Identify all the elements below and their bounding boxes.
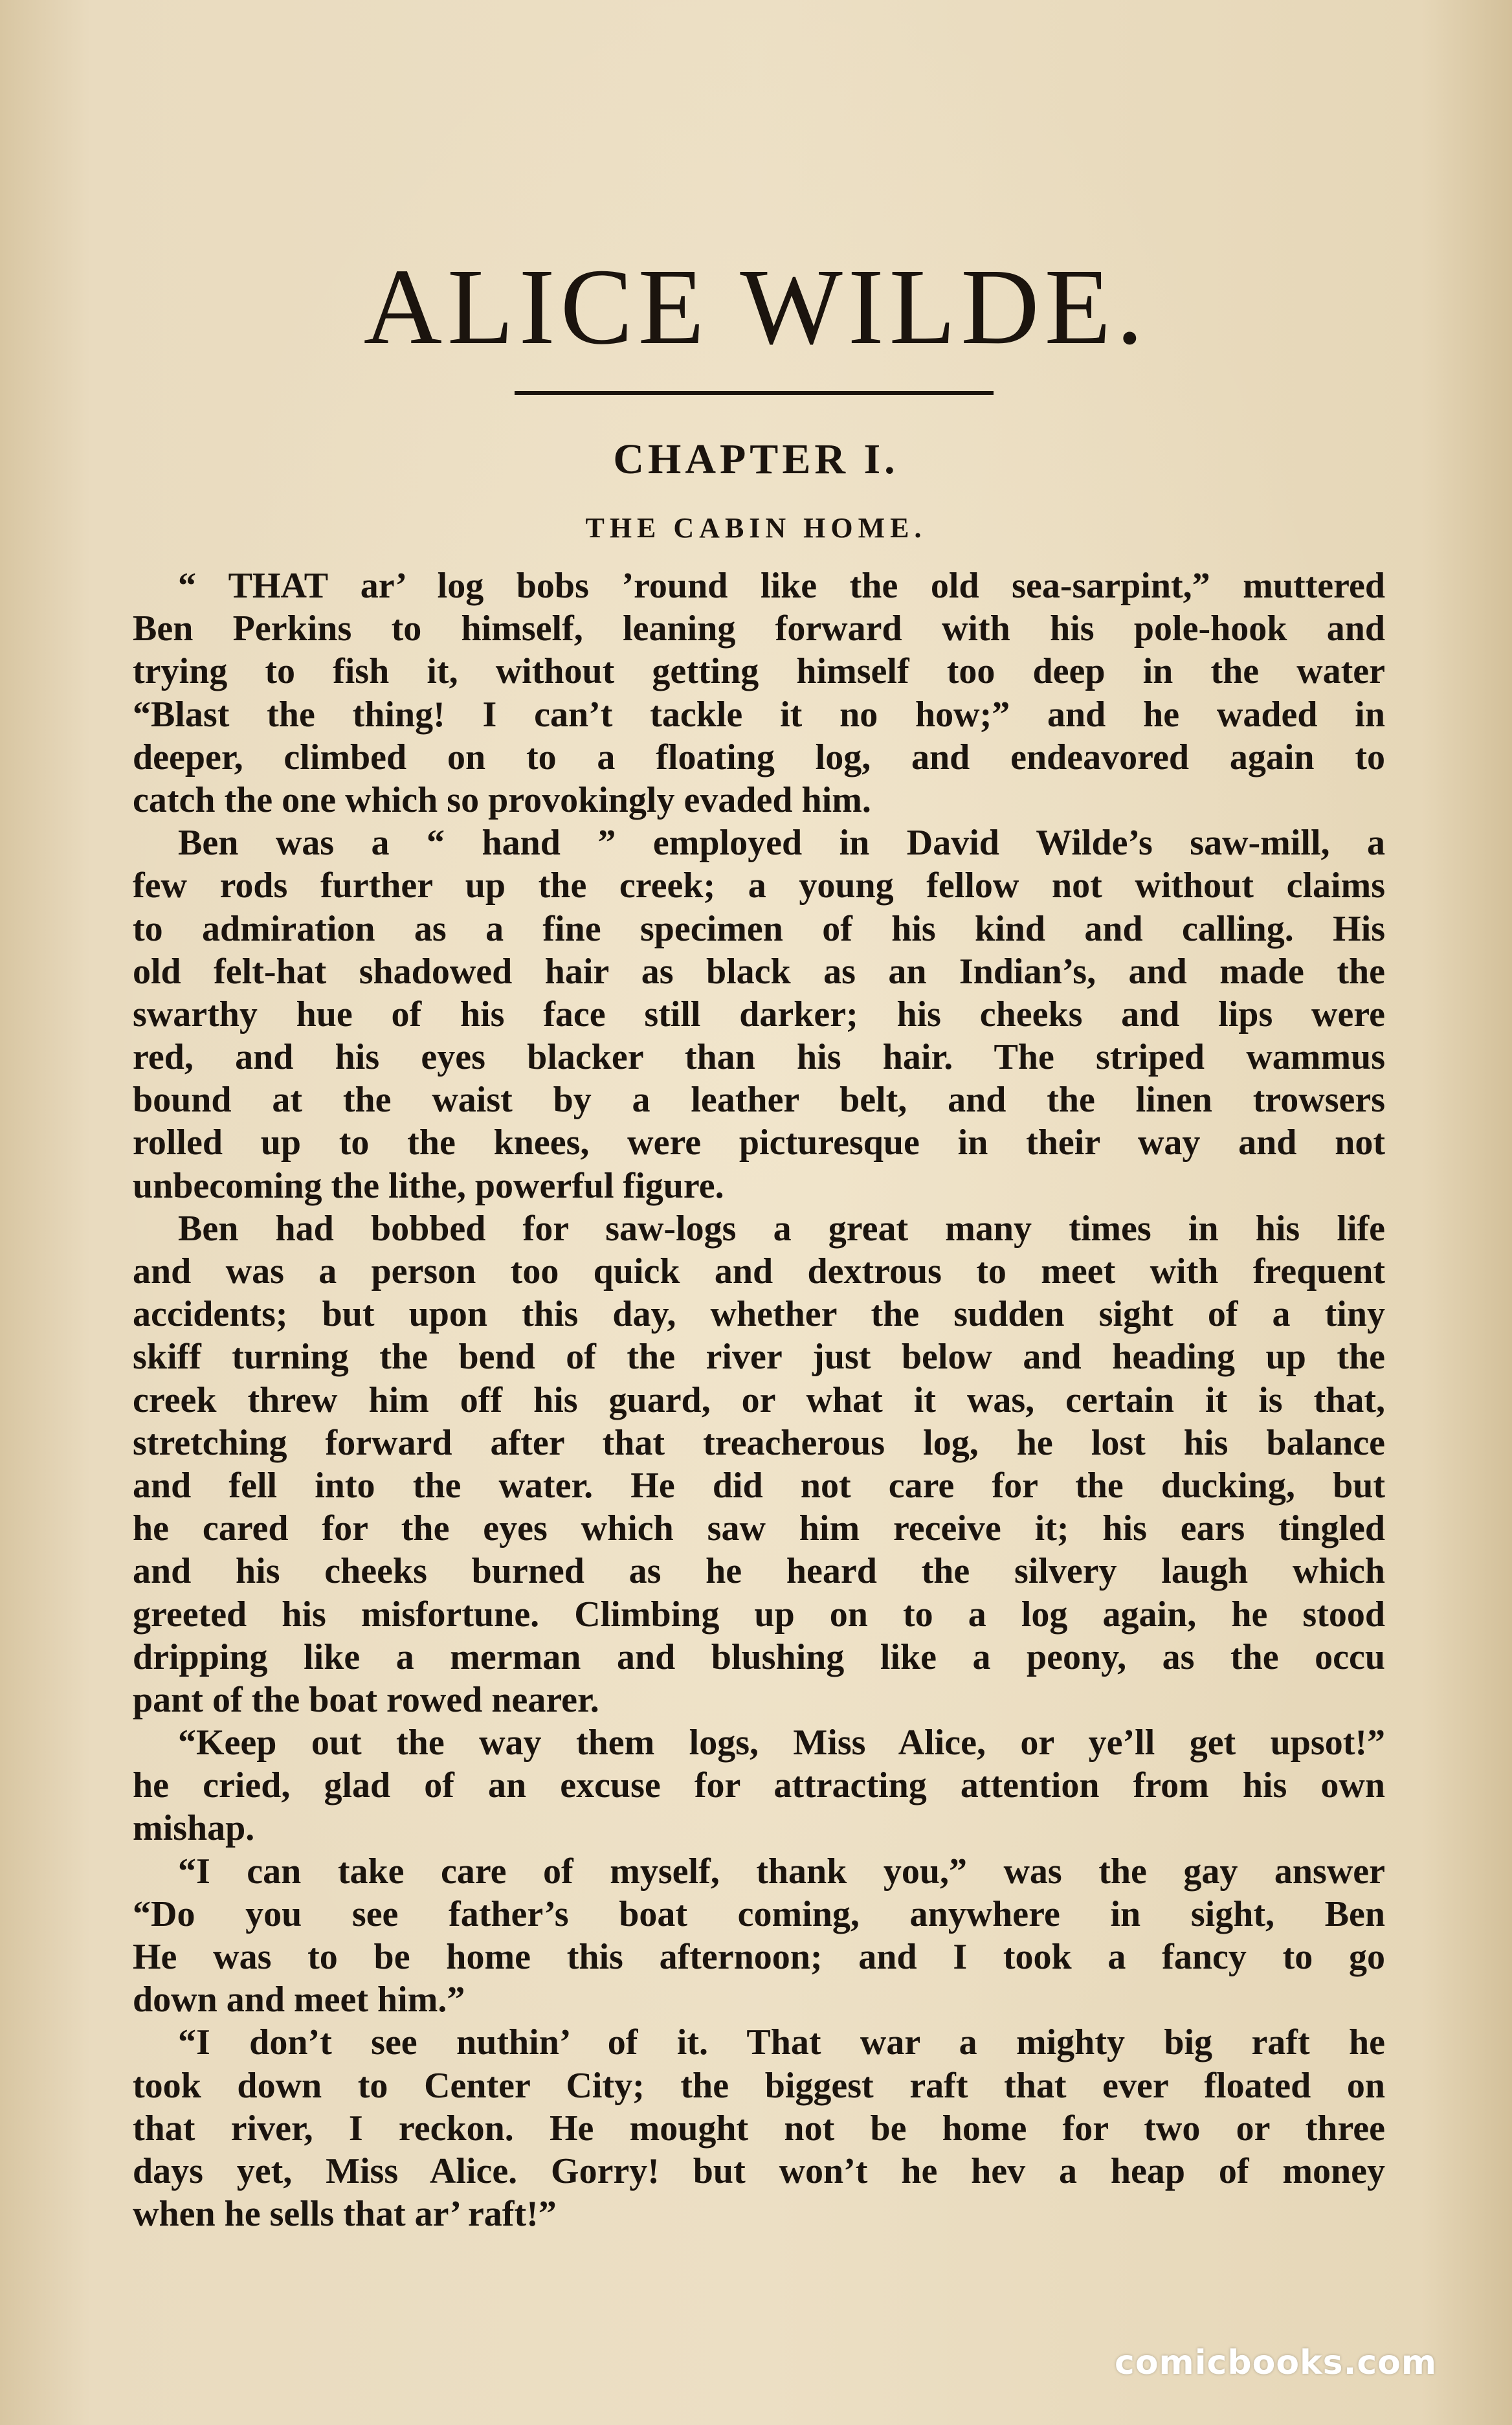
text-line: days yet, Miss Alice. Gorry! but won’t he hev a heap of money <box>133 2151 1385 2191</box>
text-line: bound at the waist by a leather belt, and the linen trowsers <box>133 1080 1385 1121</box>
text-line: and his cheeks burned as he heard the silvery laugh which <box>133 1551 1385 1592</box>
text-line: that river, I reckon. He mought not be home for two or three <box>133 2108 1385 2149</box>
text-line: and was a person too quick and dextrous to meet with frequent <box>133 1251 1385 1291</box>
text-line: dripping like a merman and blushing like a peony, as the occu <box>133 1637 1385 1677</box>
text-line: he cried, glad of an excuse for attracting attention from his own <box>133 1765 1385 1806</box>
text-line: Ben was a “ hand ” employed in David Wilde’s saw-mill, a <box>178 823 1385 864</box>
text-line: creek threw him off his guard, or what it was, certain it is that, <box>133 1380 1385 1420</box>
text-line: took down to Center City; the biggest raft that ever floated on <box>133 2065 1385 2106</box>
text-line: catch the one which so provokingly evaded him. <box>133 779 871 820</box>
text-line: “Keep out the way them logs, Miss Alice, or ye’ll get upsot!” <box>178 1723 1385 1763</box>
text-line: “I don’t see nuthin’ of it. That war a mighty big raft he <box>178 2022 1385 2063</box>
body-text <box>133 564 1385 2235</box>
text-line: Ben had bobbed for saw-logs a great many times in his life <box>178 1208 1385 1249</box>
text-line: “Do you see father’s boat coming, anywhere in sight, Ben <box>133 1894 1385 1934</box>
chapter-heading: CHAPTER I. <box>613 436 899 483</box>
text-line: unbecoming the lithe, powerful figure. <box>133 1165 724 1206</box>
text-line: pant of the boat rowed nearer. <box>133 1679 599 1720</box>
text-line: down and meet him.” <box>133 1980 465 2020</box>
text-line: and fell into the water. He did not care for the ducking, but <box>133 1465 1385 1506</box>
site-watermark: comicbooks.com <box>1115 2343 1438 2382</box>
text-line: stretching forward after that treacherous log, he lost his balance <box>133 1422 1385 1463</box>
text-line: old felt-hat shadowed hair as black as an Indian’s, and made the <box>133 951 1385 992</box>
text-line: he cared for the eyes which saw him receive it; his ears tingled <box>133 1508 1385 1549</box>
chapter-title: THE CABIN HOME. <box>585 512 927 544</box>
text-line: greeted his misfortune. Climbing up on to a log again, he stood <box>133 1594 1385 1635</box>
book-title: ALICE WILDE. <box>363 247 1149 367</box>
text-line: “I can take care of myself, thank you,” was the gay answer <box>178 1851 1385 1892</box>
show-through-text <box>117 181 1398 223</box>
text-line: swarthy hue of his face still darker; his cheeks and lips were <box>133 994 1385 1034</box>
text-line: “Blast the thing! I can’t tackle it no how;” and he waded in <box>133 694 1385 735</box>
text-line: skiff turning the bend of the river just below and heading up the <box>133 1337 1385 1378</box>
title-rule <box>515 391 994 395</box>
text-line: trying to fish it, without getting himself too deep in the water <box>133 651 1385 692</box>
text-line: to admiration as a fine specimen of his kind and calling. His <box>133 908 1385 949</box>
text-line: “ THAT ar’ log bobs ’round like the old sea-sarpint,” muttered <box>178 566 1385 606</box>
text-line: He was to be home this afternoon; and I took a fancy to go <box>133 1937 1385 1977</box>
text-line: deeper, climbed on to a floating log, and endeavored again to <box>133 737 1385 777</box>
text-line: few rods further up the creek; a young fellow not without claims <box>133 866 1385 906</box>
text-line: accidents; but upon this day, whether the sudden sight of a tiny <box>133 1294 1385 1335</box>
text-line: red, and his eyes blacker than his hair. The striped wammus <box>133 1037 1385 1078</box>
text-line: rolled up to the knees, were picturesque in their way and not <box>133 1123 1385 1163</box>
text-line: mishap. <box>133 1808 255 1849</box>
text-line: Ben Perkins to himself, leaning forward with his pole-hook and <box>133 609 1385 649</box>
text-line: when he sells that ar’ raft!” <box>133 2194 557 2235</box>
